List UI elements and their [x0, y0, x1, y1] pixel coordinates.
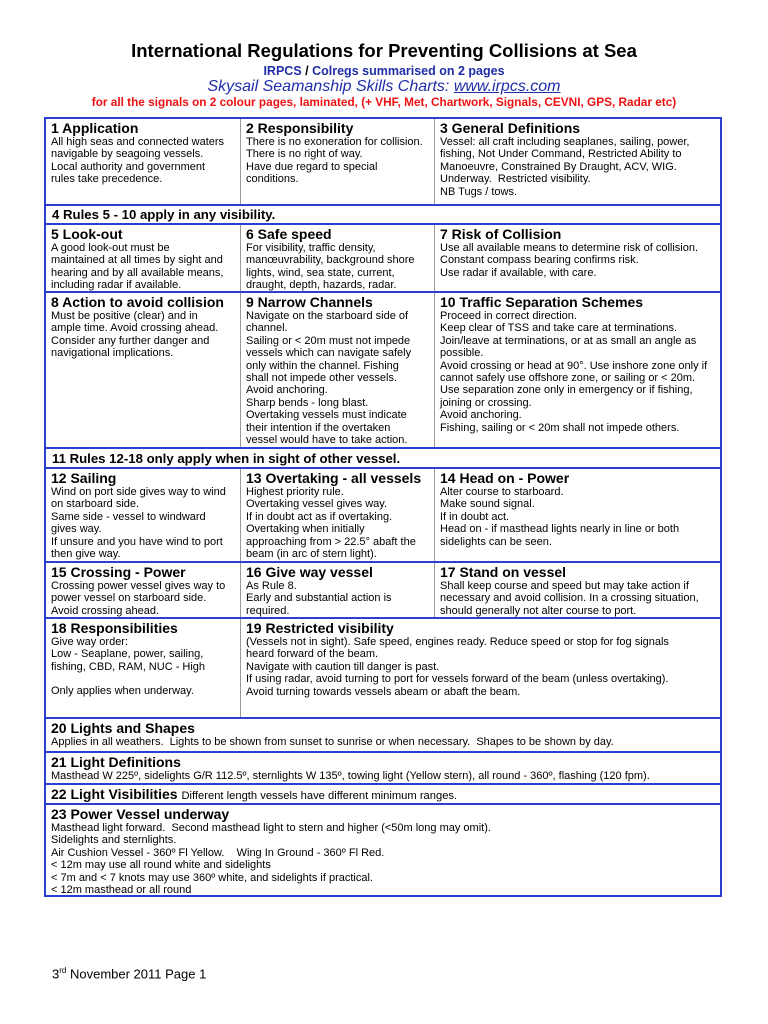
- rule-title: 15 Crossing - Power: [51, 564, 186, 580]
- rule-line: Use all available means to determine risk of collision.: [440, 242, 699, 254]
- rule-line: < 12m may use all round white and sidelights: [51, 859, 271, 872]
- rule-title: 2 Responsibility: [246, 120, 354, 136]
- rule-line: Crossing power vessel gives way to: [51, 580, 226, 592]
- charts-line: [0, 78, 768, 96]
- rule-6-cell: [241, 225, 435, 291]
- rule-line: beam (in arc of stern light).: [246, 548, 377, 561]
- rule-line: All high seas and connected waters: [51, 136, 225, 148]
- rule-line: only within the channel. Fishing: [246, 359, 399, 372]
- rule-line: Air Cushion Vessel - 360º Fl Yellow. Wing In Ground - 360º Fl Red.: [51, 846, 385, 859]
- rule-line: Keep clear of TSS and take care at terminations.: [440, 322, 678, 335]
- rule-line: Masthead W 225º, sidelights G/R 112.5º, sternlights W 135º, towing light (Yellow stern), all round - 360º, flashing (120 fpm).: [51, 770, 650, 782]
- rule-line: Navigate with caution till danger is past.: [246, 660, 440, 673]
- rule-title: 13 Overtaking - all vessels: [246, 470, 422, 486]
- rule-15-cell: [46, 563, 241, 617]
- rule-inline-text: Different length vessels have different minimum ranges.: [181, 790, 458, 802]
- rule-line: on starboard side.: [51, 498, 140, 511]
- rule-line: their intention if the overtaken: [246, 421, 391, 434]
- rule-title: 22 Light Visibilities: [51, 786, 178, 802]
- rule-line: Use separation zone only in emergency or if fishing,: [440, 384, 693, 397]
- rule-line: vessels which can navigate safely: [246, 347, 412, 360]
- rule-line: Masthead light forward. Second masthead light to stern and higher (<50m long may omit).: [51, 822, 491, 834]
- rule-line: Underway. Restricted visibility.: [440, 173, 591, 186]
- rule-line: Alter course to starboard.: [440, 486, 564, 498]
- rule-12-cell: [46, 469, 241, 561]
- column-divider: [240, 293, 241, 447]
- rule-title: 21 Light Definitions: [51, 754, 181, 770]
- rule-16-cell: [241, 563, 435, 617]
- rule-line: A good look-out must be: [51, 242, 170, 254]
- row-divider: [46, 204, 720, 206]
- rule-line: Overtaking vessel gives way.: [246, 498, 388, 511]
- rule-line: If in doubt act.: [440, 510, 510, 523]
- rule-line: Overtaking when initially: [246, 523, 365, 536]
- rule-19-cell: [241, 619, 720, 717]
- rule-line: Join/leave at terminations, or at as small an angle as: [440, 334, 697, 347]
- rule-line: There is no exoneration for collision.: [246, 136, 423, 148]
- rule-line: possible.: [440, 347, 484, 360]
- rule-13-cell: [241, 469, 435, 561]
- rule-line: Applies in all weathers. Lights to be shown from sunset to sunrise or when necessary. Shapes to be shown by day.: [51, 736, 614, 748]
- rule-line: then give way.: [51, 548, 121, 561]
- footer-rest: November 2011 Page 1: [66, 966, 207, 982]
- rule-line: (Vessels not in sight). Safe speed, engines ready. Reduce speed or stop for fog signals: [246, 636, 669, 648]
- rule-line: rules take precedence.: [51, 173, 163, 186]
- rule-line: Consider any further danger and: [51, 334, 210, 347]
- rules-table: [44, 117, 722, 897]
- rule-11-header: 11 Rules 12-18 only apply when in sight of other vessel.: [52, 451, 401, 466]
- charts-label: Skysail Seamanship Skills Charts:: [207, 78, 450, 95]
- rule-line: sidelights can be seen.: [440, 535, 552, 548]
- rule-line: vessel would have to take action.: [246, 434, 408, 447]
- rule-2-cell: [241, 119, 435, 205]
- rule-title: 3 General Definitions: [440, 120, 581, 136]
- footer-day-suffix: rd: [59, 966, 67, 975]
- rule-title: 6 Safe speed: [246, 226, 332, 242]
- rule-title: 19 Restricted visibility: [246, 620, 394, 636]
- column-divider: [240, 563, 241, 617]
- column-divider: [240, 119, 241, 205]
- rule-line: hearing and by all available means,: [51, 266, 224, 279]
- rule-line: maintained at all times by sight and: [51, 254, 223, 267]
- rule-line: necessary and avoid collision. In a crossing situation,: [440, 592, 699, 605]
- rule-line: Constant compass bearing confirms risk.: [440, 254, 639, 267]
- rule-line: Highest priority rule.: [246, 486, 344, 498]
- rule-line: heard forward of the beam.: [246, 648, 379, 661]
- rule-line: conditions.: [246, 173, 299, 186]
- rule-line: Make sound signal.: [440, 498, 535, 511]
- column-divider: [434, 469, 435, 561]
- rule-line: ample time. Avoid crossing ahead.: [51, 322, 219, 335]
- rule-title: 8 Action to avoid collision: [51, 294, 224, 310]
- rule-line: Sharp bends - long blast.: [246, 396, 369, 409]
- footer-day: 3: [52, 966, 60, 982]
- rule-line: < 7m and < 7 knots may use 360º white, and sidelights if practical.: [51, 871, 373, 884]
- rule-22-cell: [46, 785, 720, 803]
- rule-line: Vessel: all craft including seaplanes, sailing, power,: [440, 136, 690, 148]
- rule-line: If unsure and you have wind to port: [51, 535, 223, 548]
- column-divider: [240, 469, 241, 561]
- rule-line: Same side - vessel to windward: [51, 510, 206, 523]
- rule-line: < 12m masthead or all round: [51, 884, 192, 897]
- rule-line: Avoid anchoring.: [246, 384, 328, 397]
- rule-line: If using radar, avoid turning to port for vessels forward of the beam (unless overtaking).: [246, 673, 669, 686]
- rule-3-cell: [435, 119, 720, 205]
- rule-line: required.: [246, 604, 290, 617]
- rule-line: channel.: [246, 322, 288, 335]
- row-divider: [46, 447, 720, 449]
- rule-title: 18 Responsibilities: [51, 620, 178, 636]
- rule-7-cell: [435, 225, 720, 291]
- rule-title: 1 Application: [51, 120, 139, 136]
- rule-23-cell: [46, 805, 720, 895]
- rule-title: 12 Sailing: [51, 470, 117, 486]
- rule-line: Shall keep course and speed but may take action if: [440, 580, 689, 592]
- rule-line: [51, 673, 237, 685]
- rule-20-cell: [46, 719, 720, 751]
- rule-line: approaching from > 22.5° abaft the: [246, 535, 416, 548]
- column-divider: [240, 225, 241, 291]
- rule-line: fishing, CBD, RAM, NUC - High: [51, 660, 206, 673]
- rule-line: Have due regard to special: [246, 160, 378, 173]
- signals-note: for all the signals on 2 colour pages, laminated, (+ VHF, Met, Chartwork, Signals, CEVNI, GPS, Radar etc): [91, 95, 677, 109]
- rule-line: Overtaking vessels must indicate: [246, 409, 407, 422]
- rule-line: Proceed in correct direction.: [440, 310, 577, 322]
- rule-title: 23 Power Vessel underway: [51, 806, 230, 822]
- column-divider: [240, 619, 241, 717]
- rule-4-header: 4 Rules 5 - 10 apply in any visibility.: [52, 207, 276, 222]
- rule-line: manœuvrability, background shore: [246, 254, 415, 267]
- column-divider: [434, 563, 435, 617]
- rule-line: Sailing or < 20m must not impede: [246, 334, 411, 347]
- rule-line: fishing, Not Under Command, Restricted Ability to: [440, 148, 682, 161]
- rule-line: shall not impede other vessels.: [246, 372, 398, 385]
- rule-title: 20 Lights and Shapes: [51, 720, 195, 736]
- rule-line: Head on - if masthead lights nearly in line or both: [440, 523, 680, 536]
- rule-line: Sidelights and sternlights.: [51, 834, 177, 847]
- rule-line: If in doubt act as if overtaking.: [246, 510, 393, 523]
- rule-line: Navigate on the starboard side of: [246, 310, 409, 322]
- irpcs-subtitle: [0, 64, 768, 78]
- column-divider: [434, 225, 435, 291]
- rule-line: There is no right of way.: [246, 148, 363, 161]
- rule-line: cannot safely use offshore zone, or sailing or < 20m.: [440, 372, 696, 385]
- rule-line: Fishing, sailing or < 20m shall not impede others.: [440, 421, 680, 434]
- rule-1-cell: [46, 119, 241, 205]
- rule-21-cell: [46, 753, 720, 783]
- rule-line: draught, depth, hazards, radar.: [246, 279, 397, 292]
- rule-line: power vessel on starboard side.: [51, 592, 207, 605]
- rule-line: including radar if available.: [51, 279, 182, 292]
- page-footer: [52, 966, 206, 981]
- rule-title: 5 Look-out: [51, 226, 123, 242]
- rule-title: 16 Give way vessel: [246, 564, 373, 580]
- rule-line: Must be positive (clear) and in: [51, 310, 198, 322]
- rule-line: gives way.: [51, 523, 102, 536]
- column-divider: [434, 119, 435, 205]
- rule-line: Use radar if available, with care.: [440, 266, 597, 279]
- rule-line: Early and substantial action is: [246, 592, 392, 605]
- rule-line: For visibility, traffic density,: [246, 242, 376, 254]
- rule-title: 9 Narrow Channels: [246, 294, 373, 310]
- subtitle-rest: Colregs summarised on 2 pages: [312, 64, 505, 78]
- rule-line: Only applies when underway.: [51, 685, 194, 698]
- rule-17-cell: [435, 563, 720, 617]
- rule-title: 17 Stand on vessel: [440, 564, 567, 580]
- rule-line: joining or crossing.: [440, 396, 532, 409]
- rule-title: 14 Head on - Power: [440, 470, 570, 486]
- rule-line: Low - Seaplane, power, sailing,: [51, 648, 204, 661]
- rule-line: Give way order:: [51, 636, 129, 648]
- rule-title: 10 Traffic Separation Schemes: [440, 294, 644, 310]
- rule-10-cell: [435, 293, 720, 447]
- subtitle-slash: /: [305, 64, 309, 78]
- page-title: International Regulations for Preventing Collisions at Sea: [131, 40, 637, 61]
- rule-line: Avoid anchoring.: [440, 409, 522, 422]
- rule-14-cell: [435, 469, 720, 561]
- rule-title: 7 Risk of Collision: [440, 226, 562, 242]
- rule-line: Manoeuvre, Constrained By Draught, ACV, WIG.: [440, 160, 677, 173]
- rule-line: lights, wind, sea state, current,: [246, 266, 395, 279]
- column-divider: [434, 293, 435, 447]
- rule-line: Local authority and government: [51, 160, 206, 173]
- rule-line: Avoid crossing or head at 90°. Use inshore zone only if: [440, 359, 708, 372]
- rule-line: Wind on port side gives way to wind: [51, 486, 226, 498]
- rule-title-row: [51, 786, 716, 804]
- charts-url-link[interactable]: www.irpcs.com: [453, 78, 561, 95]
- rule-line: As Rule 8.: [246, 580, 297, 592]
- rule-9-cell: [241, 293, 435, 447]
- rule-line: navigational implications.: [51, 347, 174, 360]
- rule-line: NB Tugs / tows.: [440, 185, 518, 198]
- rule-5-cell: [46, 225, 241, 291]
- rule-line: should generally not alter course to port.: [440, 604, 637, 617]
- rule-line: Avoid crossing ahead.: [51, 604, 160, 617]
- rule-18-cell: [46, 619, 241, 717]
- irpcs-label: IRPCS: [263, 64, 302, 78]
- rule-line: navigable by seagoing vessels.: [51, 148, 204, 161]
- rule-line: Avoid turning towards vessels abeam or abaft the beam.: [246, 685, 521, 698]
- rule-8-cell: [46, 293, 241, 447]
